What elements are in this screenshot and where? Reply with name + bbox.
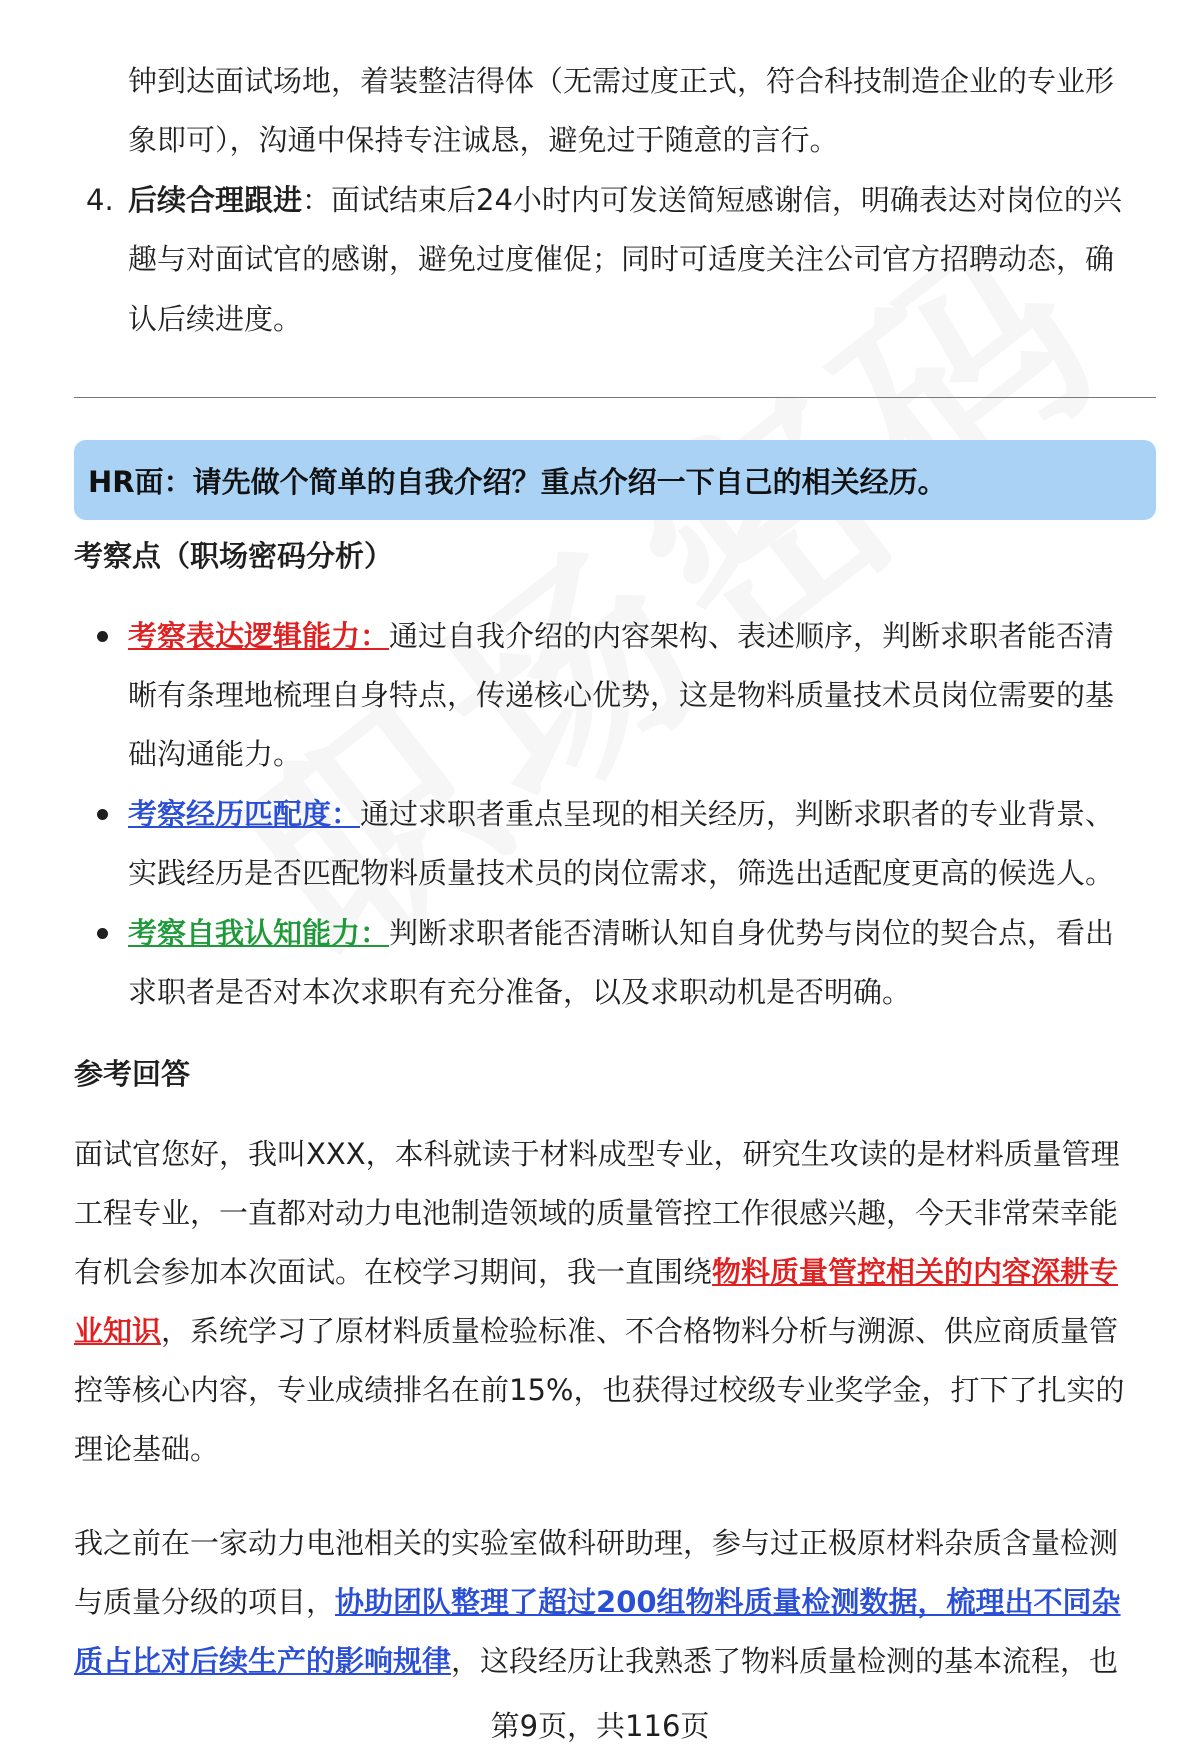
- question-box: [74, 440, 1156, 520]
- section-divider: [74, 397, 1156, 398]
- list-number: 4.: [86, 183, 114, 217]
- assessment-item-3-line-1: [128, 904, 1148, 964]
- bullet-dot: [97, 928, 108, 939]
- assessment-label-2: 考察经历匹配度：: [128, 797, 361, 831]
- list-item-4-line-1: [128, 171, 1148, 231]
- answer-p1-text: 有机会参加本次面试。在校学习期间，我一直围绕: [74, 1255, 713, 1289]
- answer-p1-line-4: [74, 1302, 1148, 1362]
- bullet-dot: [97, 809, 108, 820]
- answer-p2-highlight: 协助团队整理了超过200组物料质量检测数据，梳理出不同杂: [335, 1585, 1121, 1619]
- answer-p1-line-3: [74, 1243, 1148, 1303]
- answer-p1-line-1: 面试官您好，我叫XXX，本科就读于材料成型专业，研究生攻读的是材料质量管理: [74, 1137, 1120, 1171]
- assessment-item-3-line-2: 求职者是否对本次求职有充分准备，以及求职动机是否明确。: [128, 975, 912, 1009]
- answer-heading: 参考回答: [74, 1057, 191, 1091]
- intro-line-2: 象即可），沟通中保持专注诚恳，避免过于随意的言行。: [128, 123, 839, 157]
- answer-p2-line-2: [74, 1573, 1148, 1633]
- answer-p1-text: ，系统学习了原材料质量检验标准、不合格物料分析与溯源、供应商质量管: [161, 1314, 1119, 1348]
- list-item-4-title: 后续合理跟进: [128, 183, 303, 217]
- intro-line-1: 钟到达面试场地，着装整洁得体（无需过度正式，符合科技制造企业的专业形: [128, 64, 1115, 98]
- answer-p2-line-3: [74, 1632, 1148, 1692]
- list-item-4-text: ：面试结束后24小时内可发送简短感谢信，明确表达对岗位的兴: [302, 183, 1122, 217]
- assessment-item-1-line-2: 晰有条理地梳理自身特点，传递核心优势，这是物料质量技术员岗位需要的基: [128, 678, 1115, 712]
- list-item-4-line-2: 趣与对面试官的感谢，避免过度催促；同时可适度关注公司官方招聘动态，确: [128, 242, 1115, 276]
- answer-p1-line-5: 控等核心内容，专业成绩排名在前15%，也获得过校级专业奖学金，打下了扎实的: [74, 1373, 1125, 1407]
- answer-p1-highlight: 物料质量管控相关的内容深耕专: [712, 1255, 1119, 1289]
- answer-p1-line-2: 工程专业，一直都对动力电池制造领域的质量管控工作很感兴趣，今天非常荣幸能: [74, 1196, 1119, 1230]
- answer-p2-text: 与质量分级的项目，: [74, 1585, 336, 1619]
- assessment-text-2: 通过求职者重点呈现的相关经历，判断求职者的专业背景、: [360, 797, 1115, 831]
- assessment-item-1-line-1: [128, 607, 1148, 667]
- list-item-4-line-3: 认后续进度。: [128, 302, 303, 336]
- page-footer: 第9页，共116页: [490, 1709, 710, 1743]
- question-text: HR面：请先做个简单的自我介绍？重点介绍一下自己的相关经历。: [88, 464, 947, 499]
- assessment-item-2-line-1: [128, 785, 1148, 845]
- assessment-label-1: 考察表达逻辑能力：: [128, 619, 390, 653]
- assessment-item-1-line-3: 础沟通能力。: [128, 737, 303, 771]
- assessment-text-3: 判断求职者能否清晰认知自身优势与岗位的契合点，看出: [389, 916, 1115, 950]
- answer-p1-line-6: 理论基础。: [74, 1432, 220, 1466]
- answer-p2-line-1: 我之前在一家动力电池相关的实验室做科研助理，参与过正极原材料杂质含量检测: [74, 1526, 1119, 1560]
- bullet-dot: [97, 631, 108, 642]
- assessment-label-3: 考察自我认知能力：: [128, 916, 390, 950]
- answer-p1-highlight: 业知识: [74, 1314, 162, 1348]
- assessment-item-2-line-2: 实践经历是否匹配物料质量技术员的岗位需求，筛选出适配度更高的候选人。: [128, 856, 1115, 890]
- assessment-text-1: 通过自我介绍的内容架构、表述顺序，判断求职者能否清: [389, 619, 1115, 653]
- answer-p2-text: ，这段经历让我熟悉了物料质量检测的基本流程，也: [451, 1644, 1119, 1678]
- answer-p2-highlight: 质占比对后续生产的影响规律: [74, 1644, 452, 1678]
- assessment-heading: 考察点（职场密码分析）: [74, 539, 394, 573]
